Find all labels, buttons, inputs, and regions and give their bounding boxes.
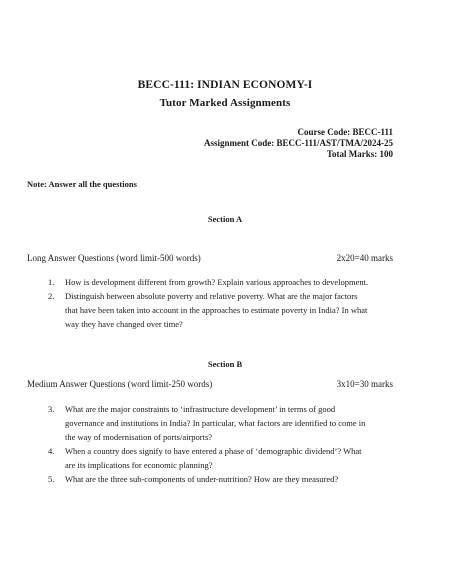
section-a-question-type: Long Answer Questions (word limit-500 words) xyxy=(27,253,201,263)
question-number: 1. xyxy=(48,277,55,287)
section-a-question-type-row xyxy=(27,253,393,263)
question-item xyxy=(48,472,408,486)
document-title: BECC-111: INDIAN ECONOMY-I xyxy=(137,79,313,91)
question-number: 5. xyxy=(48,474,55,484)
question-text-line: How is development different from growth? Explain various approaches to development. xyxy=(65,277,369,287)
section-a-heading: Section A xyxy=(207,214,243,224)
document-subtitle: Tutor Marked Assignments xyxy=(159,97,291,109)
question-text-line: governance and institutions in India? In particular, what factors are identified to come in xyxy=(65,418,366,428)
section-b-marks: 3x10=30 marks xyxy=(336,379,393,389)
question-item xyxy=(48,275,408,289)
question-item xyxy=(48,444,408,472)
section-b-heading: Section B xyxy=(207,359,243,369)
section-a-marks: 2x20=40 marks xyxy=(336,253,393,263)
section-b-question-type: Medium Answer Questions (word limit-250 words) xyxy=(27,379,213,389)
question-text-line: What are the major constraints to ‘infrastructure development’ in terms of good xyxy=(65,404,336,414)
question-text-line: way they have changed over time? xyxy=(65,319,183,329)
question-text-line: the way of modernisation of ports/airports? xyxy=(65,432,213,442)
question-text-line: When a country does signify to have entered a phase of ‘demographic dividend’? What xyxy=(65,446,362,456)
instructions-note: Note: Answer all the questions xyxy=(27,179,137,189)
question-number: 4. xyxy=(48,446,55,456)
section-b-question-type-row xyxy=(27,379,393,389)
section-a-question-list xyxy=(48,275,408,331)
question-item xyxy=(48,402,408,444)
section-b-question-list xyxy=(48,402,408,486)
question-text-line: that have been taken into account in the approaches to estimate poverty in India? In what xyxy=(65,305,368,315)
total-marks: Total Marks: 100 xyxy=(326,149,393,159)
question-text-line: are its implications for economic planning? xyxy=(65,460,213,470)
question-text-line: What are the three sub-components of under-nutrition? How are they measured? xyxy=(65,474,339,484)
question-item xyxy=(48,289,408,331)
course-codes-block xyxy=(204,127,393,160)
question-text-line: Distinguish between absolute poverty and relative poverty. What are the major factors xyxy=(65,291,358,301)
assignment-code: Assignment Code: BECC-111/AST/TMA/2024-25 xyxy=(203,138,393,148)
question-number: 3. xyxy=(48,404,55,414)
question-number: 2. xyxy=(48,291,55,301)
course-code: Course Code: BECC-111 xyxy=(297,127,393,137)
